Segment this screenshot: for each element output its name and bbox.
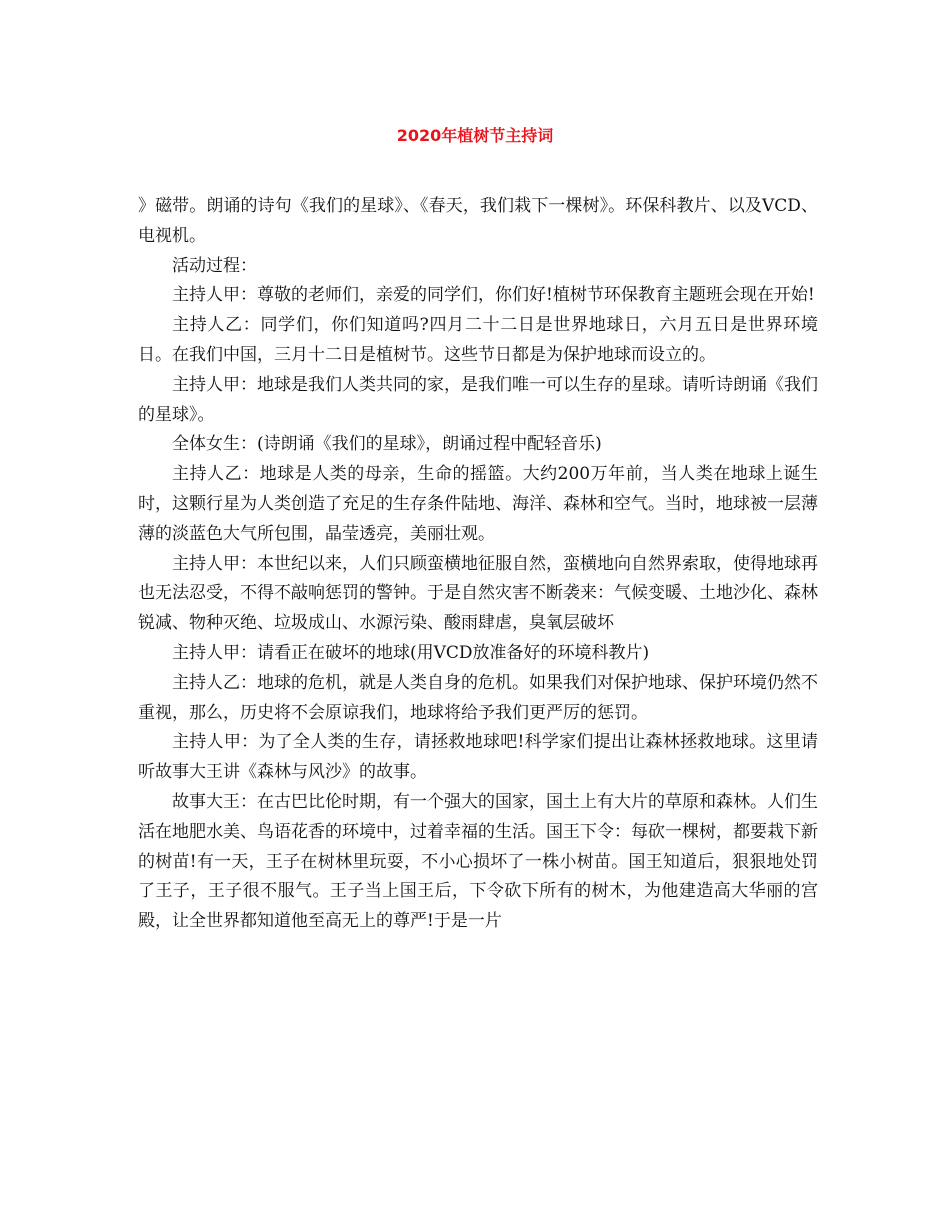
paragraph: 》磁带。朗诵的诗句《我们的星球》、《春天，我们栽下一棵树》。环保科教片、以及VCD、电视机。 bbox=[138, 196, 818, 246]
paragraph: 主持人甲：地球是我们人类共同的家，是我们唯一可以生存的星球。请听诗朗诵《我们的星球》。 bbox=[138, 374, 818, 425]
paragraph: 活动过程： bbox=[172, 255, 257, 276]
paragraph: 全体女生：(诗朗诵《我们的星球》，朗诵过程中配轻音乐) bbox=[172, 434, 602, 455]
document-body bbox=[138, 192, 818, 937]
paragraph: 主持人甲：本世纪以来，人们只顾蛮横地征服自然，蛮横地向自然界索取，使得地球再也无法忍受，不得不敲响惩罚的警钟。于是自然灾害不断袭来：气候变暖、土地沙化、森林锐减、物种灭绝、垃圾成山、水源污染、酸雨肆虐，臭氧层破坏 bbox=[138, 553, 818, 634]
document-title: 2020年植树节主持词 bbox=[396, 126, 554, 145]
paragraph: 主持人甲：尊敬的老师们，亲爱的同学们，你们好!植树节环保教育主题班会现在开始! bbox=[172, 285, 815, 306]
paragraph: 主持人甲：为了全人类的生存，请拯救地球吧!科学家们提出让森林拯救地球。这里请听故事大王讲《森林与风沙》的故事。 bbox=[138, 732, 818, 783]
paragraph: 主持人乙：地球的危机，就是人类自身的危机。如果我们对保护地球、保护环境仍然不重视，那么，历史将不会原谅我们，地球将给予我们更严厉的惩罚。 bbox=[138, 672, 818, 723]
paragraph: 主持人乙：同学们，你们知道吗?四月二十二日是世界地球日，六月五日是世界环境日。在我们中国，三月十二日是植树节。这些节日都是为保护地球而设立的。 bbox=[138, 315, 818, 365]
paragraph: 主持人甲：请看正在破坏的地球(用VCD放准备好的环境科教片) bbox=[172, 642, 650, 663]
paragraph: 故事大王：在古巴比伦时期，有一个强大的国家，国土上有大片的草原和森林。人们生活在地肥水美、鸟语花香的环境中，过着幸福的生活。国王下令：每砍一棵树，都要栽下新的树苗!有一天，王子在树林里玩耍，不小心损坏了一株小树苗。国王知道后，狠狠地处罚了王子，王子很不服气。王子当上国王后，下令砍下所有的树木，为他建造高大华丽的宫殿，让全世界都知道他至高无上的尊严!于是一片 bbox=[138, 791, 818, 932]
paragraph: 主持人乙：地球是人类的母亲，生命的摇篮。大约200万年前，当人类在地球上诞生时，这颗行星为人类创造了充足的生存条件陆地、海洋、森林和空气。当时，地球被一层薄薄的淡蓝色大气所包围，晶莹透亮，美丽壮观。 bbox=[138, 464, 818, 544]
